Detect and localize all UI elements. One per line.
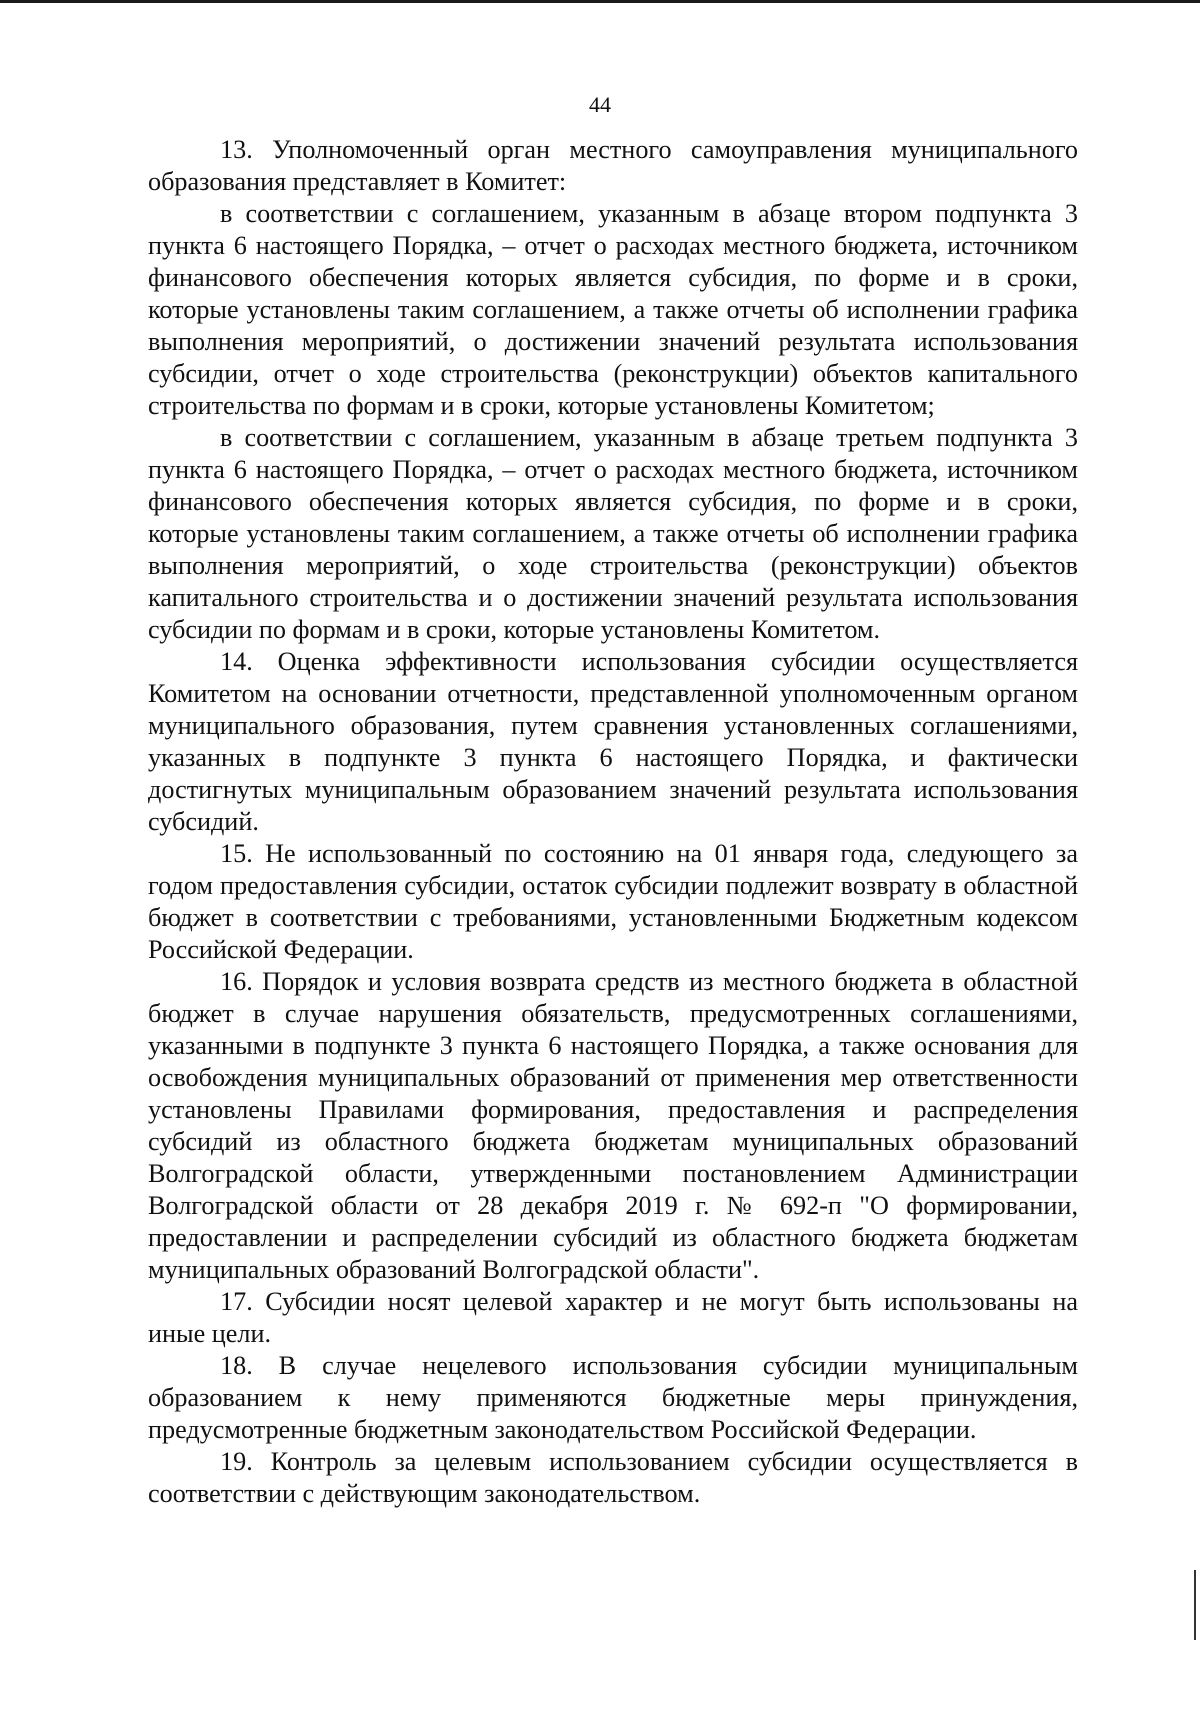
paragraph-13-item-1: в соответствии с соглашением, указанным в абзаце втором подпункта 3 пункта 6 настоящего Порядка, – отчет о расходах местного бюджета, источником финансового обеспечения которых является субсидия, по форме и в сроки, которые установлены таким соглашением, а также отчеты об исполнении графика выполнения мероприятий, о достижении значений результата использования субсидии, отчет о ходе строительства (реконструкции) объектов капитального строительства по формам и в сроки, которые установлены Комитетом; [148, 199, 1078, 420]
paragraph-13-item-2: в соответствии с соглашением, указанным в абзаце третьем подпункта 3 пункта 6 настоящего Порядка, – отчет о расходах местного бюджета, источником финансового обеспечения которых является субсидия, по форме и в сроки, которые установлены таким соглашением, а также отчеты об исполнении графика выполнения мероприятий, о ходе строительства (реконструкции) объектов капитального строительства и о достижении значений результата использования субсидии по формам и в сроки, которые установлены Комитетом. [148, 423, 1078, 644]
paragraph-14: 14. Оценка эффективности использования субсидии осуществляется Комитетом на основании отчетности, представленной уполномоченным органом муниципального образования, путем сравнения установленных соглашениями, указанных в подпункте 3 пункта 6 настоящего Порядка, и фактически достигнутых муниципальным образованием значений результата использования субсидий. [148, 647, 1078, 836]
page-number: 44 [589, 92, 611, 117]
paragraph-17: 17. Субсидии носят целевой характер и не могут быть использованы на иные цели. [148, 1287, 1078, 1348]
scan-edge-mark [1194, 1570, 1196, 1640]
document-body [148, 134, 1078, 1510]
paragraph-19: 19. Контроль за целевым использованием субсидии осуществляется в соответствии с действующим законодательством. [148, 1447, 1078, 1508]
paragraph-18: 18. В случае нецелевого использования субсидии муниципальным образованием к нему применяются бюджетные меры принуждения, предусмотренные бюджетным законодательством Российской Федерации. [148, 1351, 1078, 1444]
paragraph-13: 13. Уполномоченный орган местного самоуправления муниципального образования представляет в Комитет: [148, 135, 1078, 196]
paragraph-15: 15. Не использованный по состоянию на 01 января года, следующего за годом предоставления субсидии, остаток субсидии подлежит возврату в областной бюджет в соответствии с требованиями, установленными Бюджетным кодексом Российской Федерации. [148, 839, 1078, 964]
top-border-line [0, 0, 1200, 3]
paragraph-16: 16. Порядок и условия возврата средств из местного бюджета в областной бюджет в случае нарушения обязательств, предусмотренных соглашениями, указанными в подпункте 3 пункта 6 настоящего Порядка, а также основания для освобождения муниципальных образований от применения мер ответственности установлены Правилами формирования, предоставления и распределения субсидий из областного бюджета бюджетам муниципальных образований Волгоградской области, утвержденными постановлением Администрации Волгоградской области от 28 декабря 2019 г. № 692-п "О формировании, предоставлении и распределении субсидий из областного бюджета бюджетам муниципальных образований Волгоградской области". [148, 967, 1078, 1284]
